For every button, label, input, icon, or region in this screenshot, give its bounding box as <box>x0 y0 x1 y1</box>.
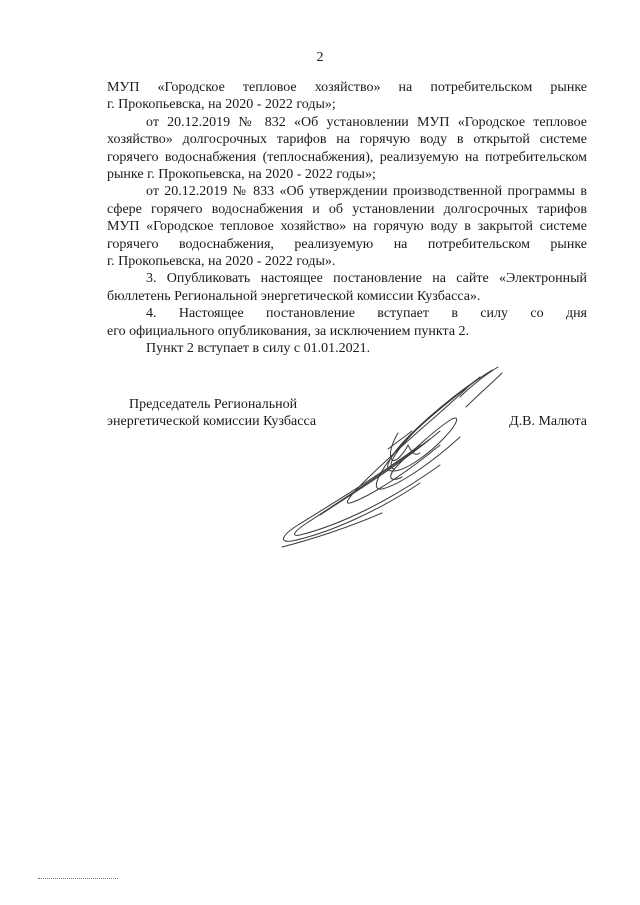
text-line: 4. Настоящее постановление вступает в силу со дня <box>146 306 587 322</box>
text-line: бюллетень Региональной энергетической комиссии Кузбасса». <box>107 288 481 304</box>
signatory-title-line2: энергетической комиссии Кузбасса <box>107 414 317 429</box>
text-line: МУП «Городское тепловое хозяйство» на горячую воду в закрытой системе <box>107 219 587 235</box>
text-line: 3. Опубликовать настоящее постановление на сайте «Электронный <box>146 271 587 287</box>
document-body <box>107 79 587 358</box>
text-line: г. Прокопьевска, на 2020 - 2022 годы». <box>107 254 336 270</box>
text-line: хозяйство» долгосрочных тарифов на горячую воду в открытой системе <box>107 132 587 148</box>
text-line: г. Прокопьевска, на 2020 - 2022 годы»; <box>107 97 336 113</box>
text-line: от 20.12.2019 № 833 «Об утверждении производственной программы в <box>146 184 587 200</box>
text-line: рынке г. Прокопьевска, на 2020 - 2022 годы»; <box>107 167 376 183</box>
text-line: его официального опубликования, за исключением пункта 2. <box>107 323 470 339</box>
signatory-name: Д.В. Малюта <box>509 414 587 429</box>
paragraph-resolution-832 <box>107 114 587 184</box>
text-line: Пункт 2 вступает в силу с 01.01.2021. <box>146 341 371 357</box>
paragraph-continuation <box>107 79 587 114</box>
text-line: горячего водоснабжения (теплоснабжения), реализуемую на потребительском <box>107 149 587 165</box>
handwritten-signature <box>270 365 580 550</box>
paragraph-item-4 <box>107 305 587 340</box>
footer-separator <box>38 878 118 879</box>
text-line: от 20.12.2019 № 832 «Об установлении МУП «Городское тепловое <box>146 114 587 130</box>
paragraph-item-4-note <box>107 340 587 357</box>
signatory-title-line1: Председатель Региональной <box>129 397 298 412</box>
page-number: 2 <box>316 50 324 65</box>
text-line: МУП «Городское тепловое хозяйство» на потребительском рынке <box>107 80 587 95</box>
text-line: сфере горячего водоснабжения и об установлении долгосрочных тарифов <box>107 201 587 217</box>
text-line: горячего водоснабжения, реализуемую на потребительском рынке <box>107 236 587 252</box>
paragraph-item-3 <box>107 270 587 305</box>
paragraph-resolution-833 <box>107 183 587 270</box>
